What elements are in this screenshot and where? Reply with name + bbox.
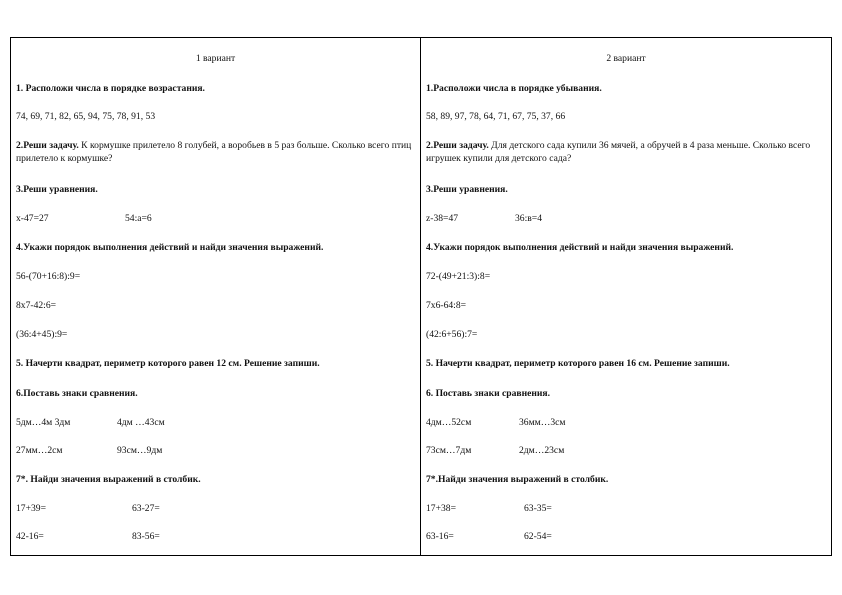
v1-task2 (16, 140, 416, 165)
v2-task2-text: Для детского сада купили 36 мячей, а обручей в 4 раза меньше. Сколько всего игрушек купили для детского сада? (426, 140, 811, 164)
v1-expression-1: 56-(70+16:8):9= (16, 271, 81, 282)
v1-column-expr-1: 17+39= (16, 503, 47, 514)
v1-task1-heading: 1. Расположи числа в порядке возрастания. (16, 83, 205, 94)
worksheet-table (10, 37, 832, 556)
v1-comparison-3: 27мм…2см (16, 445, 63, 456)
v2-equation-2: 36:в=4 (515, 213, 542, 224)
v2-column-expr-2: 63-35= (524, 503, 552, 514)
v1-comparison-2: 4дм …43см (117, 417, 165, 428)
variant-2-column (421, 38, 831, 555)
v1-expression-2: 8х7-42:6= (16, 300, 57, 311)
v1-expression-3: (36:4+45):9= (16, 329, 68, 340)
v2-task6-heading: 6. Поставь знаки сравнения. (426, 388, 551, 399)
v2-expression-3: (42:6+56):7= (426, 329, 478, 340)
v2-expression-1: 72-(49+21:3):8= (426, 271, 491, 282)
v2-comparison-4: 2дм…23см (519, 445, 565, 456)
variant-1-column (11, 38, 421, 555)
v2-task7-heading: 7*.Найди значения выражений в столбик. (426, 474, 609, 485)
v2-task4-heading: 4.Укажи порядок выполнения действий и найди значения выражений. (426, 242, 734, 253)
v1-comparison-1: 5дм…4м 3дм (16, 417, 71, 428)
v1-equation-2: 54:а=6 (125, 213, 152, 224)
v2-column-expr-3: 63-16= (426, 531, 454, 542)
variant-1-title: 1 вариант (195, 53, 236, 64)
v2-comparison-2: 36мм…3см (519, 417, 566, 428)
v2-task2 (426, 140, 827, 165)
v2-expression-2: 7х6-64:8= (426, 300, 467, 311)
v2-column-expr-1: 17+38= (426, 503, 457, 514)
v2-task1-heading: 1.Расположи числа в порядке убывания. (426, 83, 602, 94)
v1-column-expr-2: 63-27= (132, 503, 160, 514)
v2-task2-label: 2.Реши задачу. (426, 140, 489, 151)
v1-column-expr-4: 83-56= (132, 531, 160, 542)
v2-task3-heading: 3.Реши уравнения. (426, 184, 508, 195)
v1-task7-heading: 7*. Найди значения выражений в столбик. (16, 474, 201, 485)
v1-task3-heading: 3.Реши уравнения. (16, 184, 98, 195)
v1-column-expr-3: 42-16= (16, 531, 44, 542)
v1-equation-1: х-47=27 (16, 213, 49, 224)
v1-task4-heading: 4.Укажи порядок выполнения действий и найди значения выражений. (16, 242, 324, 253)
v2-task5-heading: 5. Начерти квадрат, периметр которого равен 16 см. Решение запиши. (426, 358, 730, 369)
v1-comparison-4: 93см…9дм (117, 445, 163, 456)
v1-task5-heading: 5. Начерти квадрат, периметр которого равен 12 см. Решение запиши. (16, 358, 320, 369)
v1-task2-label: 2.Реши задачу. (16, 140, 79, 151)
v2-equation-1: z-38=47 (426, 213, 459, 224)
v1-task2-text: К кормушке прилетело 8 голубей, а воробьев в 5 раз больше. Сколько всего птиц прилетело к кормушке? (16, 140, 412, 164)
v1-task6-heading: 6.Поставь знаки сравнения. (16, 388, 138, 399)
v2-comparison-1: 4дм…52см (426, 417, 472, 428)
v1-task1-numbers: 74, 69, 71, 82, 65, 94, 75, 78, 91, 53 (16, 111, 156, 122)
variant-2-title: 2 вариант (606, 53, 646, 64)
v2-task1-numbers: 58, 89, 97, 78, 64, 71, 67, 75, 37, 66 (426, 111, 566, 122)
v2-column-expr-4: 62-54= (524, 531, 552, 542)
v2-comparison-3: 73см…7дм (426, 445, 472, 456)
